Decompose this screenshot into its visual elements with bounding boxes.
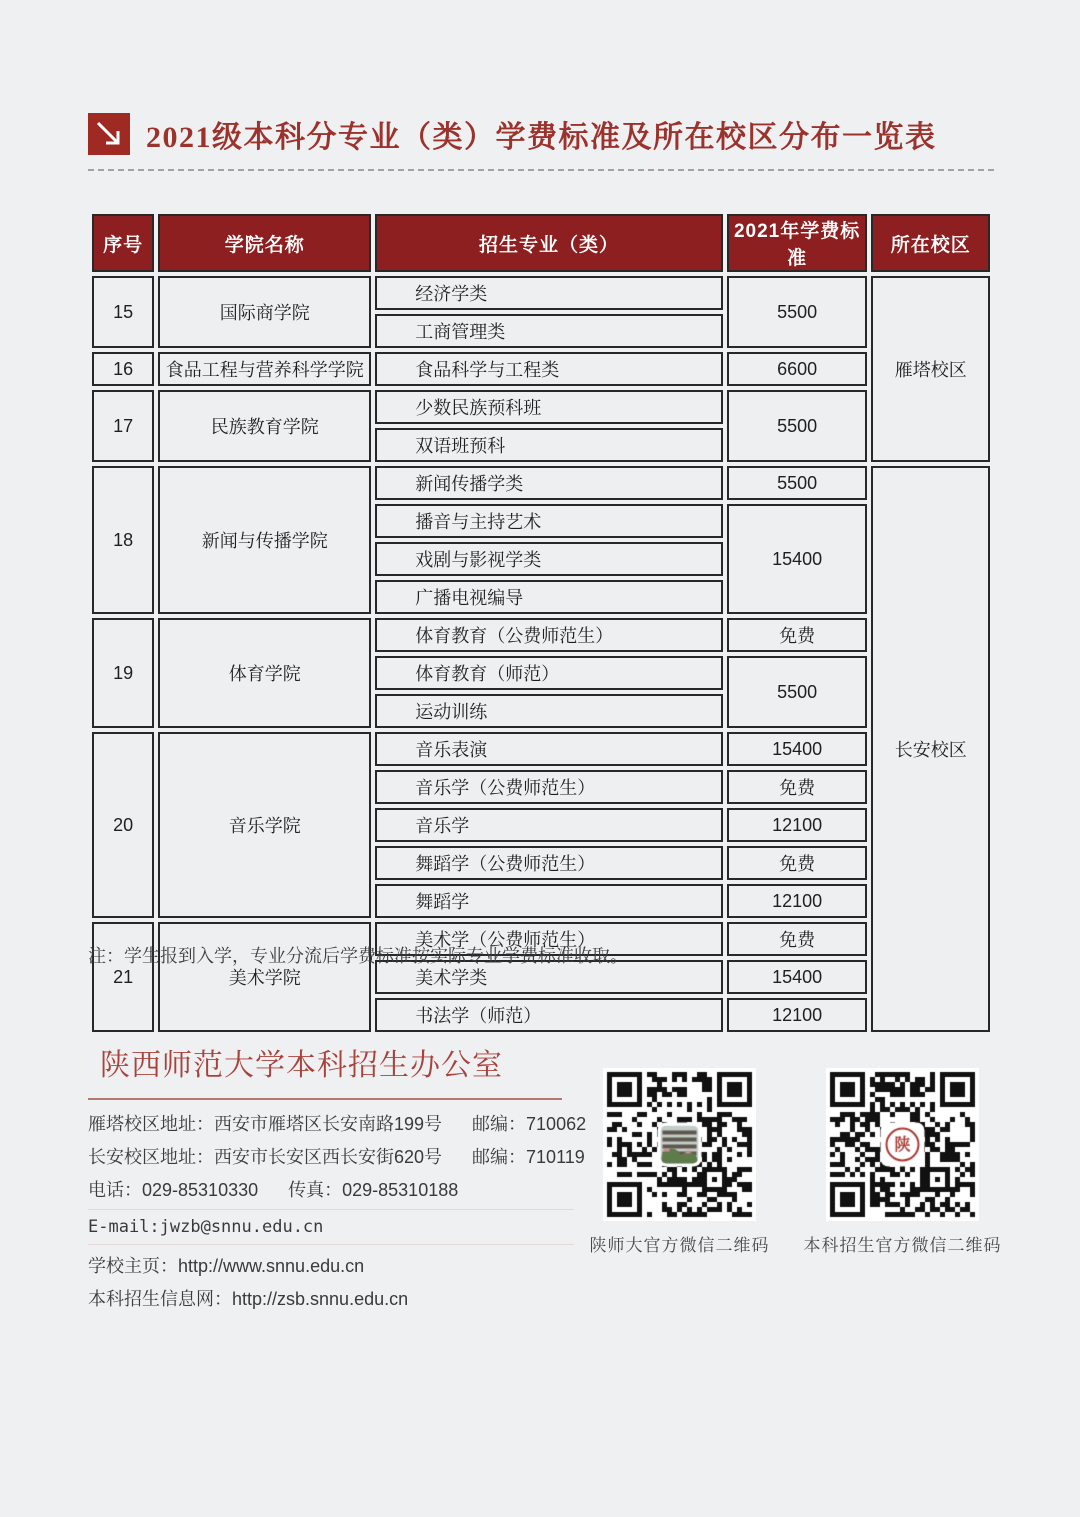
fee-cell: 5500 xyxy=(727,390,868,462)
dashed-divider xyxy=(88,169,994,171)
table-row xyxy=(92,732,990,766)
fee-cell: 15400 xyxy=(727,732,868,766)
fee-cell: 5500 xyxy=(727,276,868,348)
college-no-cell: 17 xyxy=(92,390,154,462)
footer-section xyxy=(88,1040,1002,1309)
column-header-1: 学院名称 xyxy=(158,214,371,272)
contact-line-4 xyxy=(88,1252,574,1278)
qr-code-block xyxy=(589,1068,1002,1256)
college-name-cell: 音乐学院 xyxy=(158,732,371,918)
contact-line-0 xyxy=(88,1110,587,1136)
major-cell: 广播电视编导 xyxy=(375,580,723,614)
college-no-cell: 19 xyxy=(92,618,154,728)
major-cell: 音乐学 xyxy=(375,808,723,842)
contact-text: 学校主页：http://www.snnu.edu.cn xyxy=(88,1256,365,1276)
fee-cell: 免费 xyxy=(727,922,868,956)
contact-line-2 xyxy=(88,1176,574,1202)
major-cell: 经济学类 xyxy=(375,276,723,310)
college-no-cell: 21 xyxy=(92,922,154,1032)
table-row xyxy=(92,390,990,424)
major-cell: 少数民族预科班 xyxy=(375,390,723,424)
fee-cell: 6600 xyxy=(727,352,868,386)
contact-text: 长安校区地址：西安市长安区西长安街620号 xyxy=(88,1147,443,1167)
contact-text: E-mail:jwzb@snnu.edu.cn xyxy=(88,1217,324,1237)
column-header-2: 招生专业（类） xyxy=(375,214,723,272)
contact-line-1 xyxy=(88,1143,585,1169)
fee-cell: 12100 xyxy=(727,884,868,918)
qr-item-admissions xyxy=(803,1068,1002,1256)
fee-cell: 免费 xyxy=(727,618,868,652)
table-row xyxy=(92,352,990,386)
column-header-4: 所在校区 xyxy=(871,214,990,272)
fee-cell: 15400 xyxy=(727,504,868,614)
contact-text: 雁塔校区地址：西安市雁塔区长安南路199号 xyxy=(88,1114,443,1134)
fee-cell: 免费 xyxy=(727,846,868,880)
page-title: 2021级本科分专业（类）学费标准及所在校区分布一览表 xyxy=(146,121,937,154)
contact-text: 邮编：710119 xyxy=(472,1147,585,1167)
major-cell: 音乐学（公费师范生） xyxy=(375,770,723,804)
contact-text: 本科招生信息网：http://zsb.snnu.edu.cn xyxy=(88,1289,409,1309)
contact-info xyxy=(88,1110,587,1311)
contact-divider xyxy=(88,1209,574,1210)
column-header-0: 序号 xyxy=(92,214,154,272)
contact-line-5 xyxy=(88,1285,574,1311)
table-row xyxy=(92,466,990,500)
college-name-cell: 体育学院 xyxy=(158,618,371,728)
college-no-cell: 20 xyxy=(92,732,154,918)
college-no-cell: 15 xyxy=(92,276,154,348)
heading-underline xyxy=(88,1098,562,1100)
major-cell: 书法学（师范） xyxy=(375,998,723,1032)
major-cell: 音乐表演 xyxy=(375,732,723,766)
school-wechat-qr-code xyxy=(603,1068,756,1221)
contact-divider xyxy=(88,1244,574,1245)
major-cell: 美术学（公费师范生） xyxy=(375,922,723,956)
major-cell: 新闻传播学类 xyxy=(375,466,723,500)
major-cell: 舞蹈学 xyxy=(375,884,723,918)
contact-text: 电话：029-85310330 xyxy=(88,1180,259,1200)
major-cell: 播音与主持艺术 xyxy=(375,504,723,538)
college-no-cell: 16 xyxy=(92,352,154,386)
major-cell: 双语班预科 xyxy=(375,428,723,462)
fee-cell: 免费 xyxy=(727,770,868,804)
fee-cell: 12100 xyxy=(727,808,868,842)
qr-caption: 本科招生官方微信二维码 xyxy=(803,1236,1002,1255)
fee-cell: 5500 xyxy=(727,656,868,728)
table-row xyxy=(92,618,990,652)
college-name-cell: 新闻与传播学院 xyxy=(158,466,371,614)
college-name-cell: 国际商学院 xyxy=(158,276,371,348)
college-name-cell: 食品工程与营养科学学院 xyxy=(158,352,371,386)
corner-arrow-icon xyxy=(88,113,130,155)
qr-caption: 陕师大官方微信二维码 xyxy=(589,1236,770,1255)
major-cell: 体育教育（师范） xyxy=(375,656,723,690)
campus-cell: 长安校区 xyxy=(871,466,990,1032)
tuition-table xyxy=(88,210,994,1036)
contact-line-3 xyxy=(88,1217,574,1237)
admissions-wechat-qr-code xyxy=(826,1068,979,1221)
column-header-3: 2021年学费标准 xyxy=(727,214,868,272)
office-heading: 陕西师范大学本科招生办公室 xyxy=(100,1049,503,1082)
contact-text: 传真：029-85310188 xyxy=(288,1180,459,1200)
fee-cell: 5500 xyxy=(727,466,868,500)
fee-cell: 12100 xyxy=(727,998,868,1032)
fee-cell: 15400 xyxy=(727,960,868,994)
major-cell: 体育教育（公费师范生） xyxy=(375,618,723,652)
major-cell: 运动训练 xyxy=(375,694,723,728)
major-cell: 工商管理类 xyxy=(375,314,723,348)
major-cell: 食品科学与工程类 xyxy=(375,352,723,386)
college-no-cell: 18 xyxy=(92,466,154,614)
major-cell: 戏剧与影视学类 xyxy=(375,542,723,576)
college-name-cell: 民族教育学院 xyxy=(158,390,371,462)
major-cell: 美术学类 xyxy=(375,960,723,994)
major-cell: 舞蹈学（公费师范生） xyxy=(375,846,723,880)
table-header-row xyxy=(92,214,990,272)
qr-item-school xyxy=(589,1068,770,1256)
title-section xyxy=(88,112,994,171)
college-name-cell: 美术学院 xyxy=(158,922,371,1032)
footnote: 注：学生报到入学，专业分流后学费标准按实际专业学费标准收取。 xyxy=(88,946,628,966)
contact-text: 邮编：710062 xyxy=(472,1114,587,1134)
table-header xyxy=(92,214,990,272)
campus-cell: 雁塔校区 xyxy=(871,276,990,462)
table-row xyxy=(92,276,990,310)
